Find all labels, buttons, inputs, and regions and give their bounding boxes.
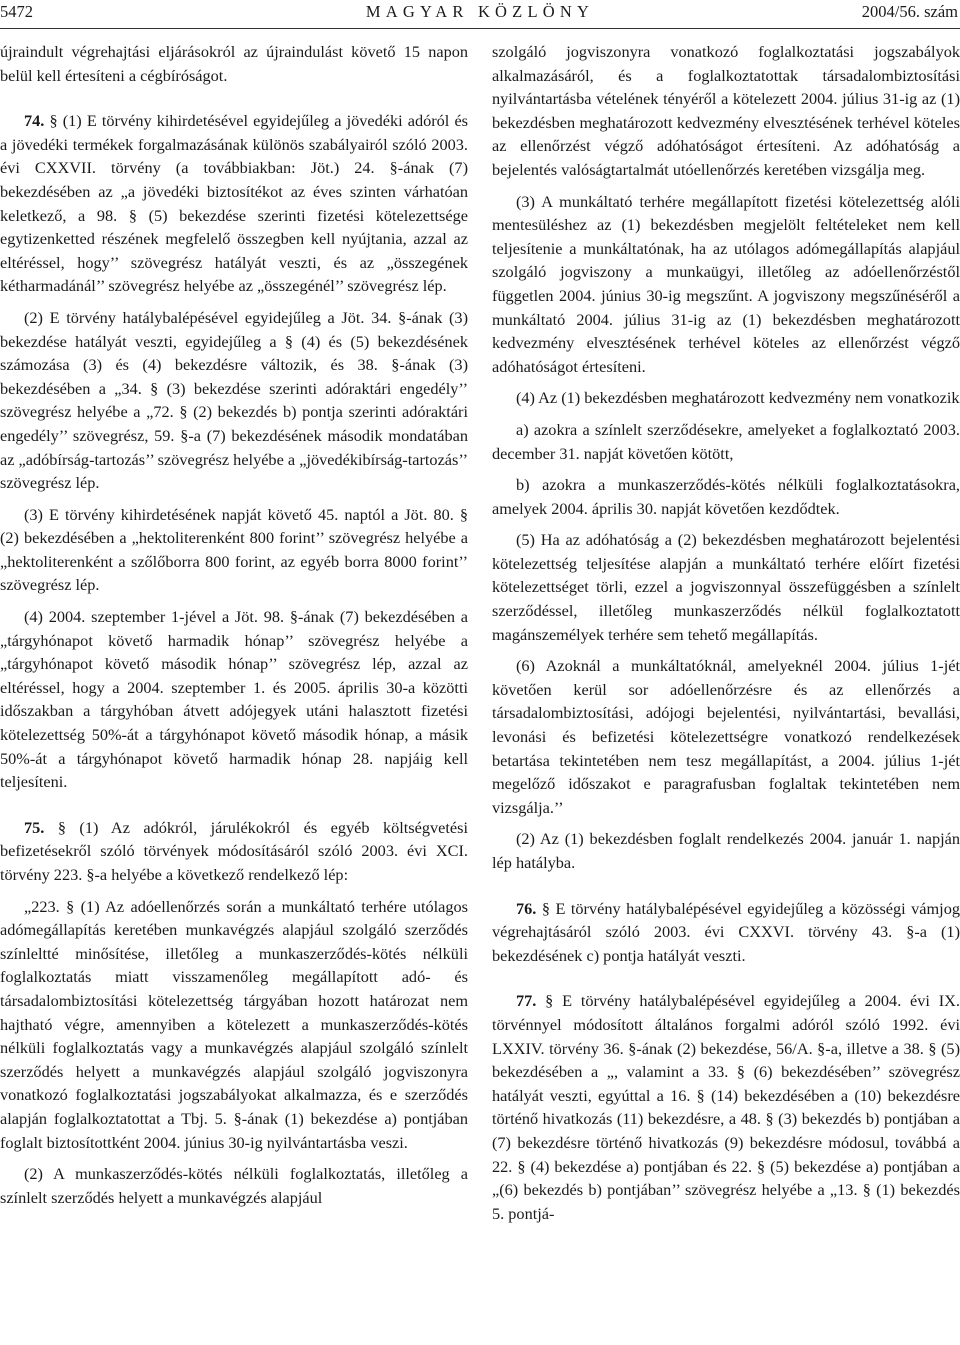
paragraph-text: (5) Ha az adóhatóság a (2) bekezdésben meghatározott bejelentési kötelezettség teljesítése alapján a munkáltató terhére előírt fizetési kötelezettséget törli, ezzel a jogviszonnyal összefüggésben a színlelt szerződéssel, illetőleg munkaszerződés nélkül foglalkoztatott magánszemélyek terhére sem tehető megállapítás. bbox=[492, 530, 960, 644]
paragraph bbox=[0, 605, 468, 794]
paragraph bbox=[0, 40, 468, 87]
paragraph-text: a) azokra a színlelt szerződésekre, amelyeket a foglalkoztató 2003. december 31. napját követően kötött, bbox=[492, 419, 960, 463]
paragraph bbox=[0, 1162, 468, 1209]
paragraph bbox=[492, 473, 960, 520]
paragraph-text: szolgáló jogviszonyra vonatkozó foglalkoztatási jogszabályok alkalmazásáról, és a foglalkoztatottak társadalombiztosítási nyilvántartásba vételének tényéről a kötelezett 2004. július 31-ig az (1) bekezdésben meghatározott kedvezmény elvesztésének terhével köteles az ellenőrzést végző adóhatóságot értesíteni. Az adóhatóság a bejelentés valóságtartalmát utóellenőrzés keretében vizsgálja meg. bbox=[492, 42, 960, 179]
paragraph bbox=[492, 386, 960, 410]
paragraph-text: (6) Azoknál a munkáltatóknál, amelyeknél 2004. július 1-jét követően kerül sor adóellenőrzésre és az ellenőrzés a társadalombiztosítási, adójogi bejelentési, nyilvántartási, bevallási, levonási és befizetési kötelezettségre vonatkozó rendelkezések betartása tekintetében nem tesz megállapítást, a 2004. július 1-jét megelőző időszakot e paragrafusban foglaltak tekintetében nem vizsgálja.’’ bbox=[492, 656, 960, 817]
paragraph-text: újraindult végrehajtási eljárásokról az újraindulást követő 15 napon belül kell értesíteni a cégbíróságot. bbox=[0, 42, 468, 85]
paragraph-text: (3) A munkáltató terhére megállapított fizetési kötelezettség alóli mentesüléshez az (1) bekezdésben megjelölt feltételeket nem kell teljesítenie a munkáltatónak, ha az utólagos adómegállapítás alapjául szolgáló jogviszony a munkaügyi, illetőleg az adóellenőrzéstől független 2004. június 30-ig megszűnt. A jogviszony megszűnéséről a munkáltató 2004. július 31-ig az (1) bekezdésben meghatározott kedvezmény elvesztésének terhével köteles az ellenőrzést végző adóhatóságot értesíteni. bbox=[492, 191, 960, 376]
paragraph-text: (4) 2004. szeptember 1-jével a Jöt. 98. §-ának (7) bekezdésében a „tárgyhónapot követő harmadik hónap’’ szövegrész helyébe a „tárgyhónapot követő második hónap’’ szövegrész lép, azzal az eltéréssel, hogy a 2004. szeptember 1. és 2005. április 30-a közötti időszakban a tárgyhóban átvett adójegyek utáni halasztott fizetési kötelezettség 50%-át a tárgyhónapot követő második hónap, a másik 50%-át a tárgyhónapot követő harmadik hónap 28. napjáig kell teljesíteni. bbox=[0, 607, 468, 792]
paragraph-text: § (1) Az adókról, járulékokról és egyéb költségvetési befizetésekről szóló törvények módosításáról szóló 2003. évi XCI. törvény 223. §-a helyébe a következő rendelkező lép: bbox=[0, 817, 468, 884]
paragraph-text: „223. § (1) Az adóellenőrzés során a munkáltató terhére utólagos adómegállapítás keretében munkavégzés alapjául szolgáló szerződés színleltté minősítése, illetőleg a munkaszerződés-kötés nélküli foglalkoztatás miatt visszamenőleg megállapított adó- és társadalombiztosítási kötelezettség tárgyában hozott határozat nem hajtható végre, amennyiben a kötelezett a munkaszerződés-kötés nélküli foglalkoztatás vagy a munkavégzés alapjául szolgáló színlelt szerződés helyett a munkavégzés alapjául szolgáló jogviszonyra vonatkozó foglalkoztatási jogszabályokat alkalmazza, és e szerződés alapján foglalkoztatottat a Tbj. 5. §-ának (1) bekezdése a) pontjában foglalt biztosítottként 2004. június 30-ig nyilvántartásba veszi. bbox=[0, 896, 468, 1152]
paragraph bbox=[0, 895, 468, 1155]
paragraph bbox=[0, 816, 468, 887]
paragraph bbox=[492, 827, 960, 874]
paragraph-text: (3) E törvény kihirdetésének napját követő 45. naptól a Jöt. 80. § (2) bekezdésében a „hektoliterenként 800 forint’’ szövegrész helyébe a „hektoliterenként a szőlőborra 800 forint, az egyéb borra 8000 forint’’ szövegrész lép. bbox=[0, 504, 468, 595]
page-number: 5472 bbox=[0, 2, 33, 21]
paragraph-text: § (1) E törvény kihirdetésével egyidejűleg a jövedéki adóról és a jövedéki termékek forgalmazásának különös szabályairól szóló 2003. évi CXXVII. törvény (a továbbiakban: Jöt.) 24. §-ának (7) bekezdésében az „a jövedéki biztosítékot az éves szinten várhatóan keletkező, a 98. § (5) bekezdése szerinti fizetési kötelezettsége egytizenketted részének megfelelő összegben kell nyújtania, azzal az eltéréssel, hogy’’ szövegrész hatályát veszti, és az „összegének kétharmadánál’’ szövegrész helyébe az „összegénél’’ szövegrész lép. bbox=[0, 111, 468, 296]
paragraph bbox=[492, 897, 960, 968]
left-column bbox=[0, 40, 468, 1340]
section-number: 75. bbox=[24, 817, 45, 837]
section-number: 77. bbox=[516, 991, 537, 1011]
right-column bbox=[492, 40, 960, 1340]
paragraph-text: (2) Az (1) bekezdésben foglalt rendelkezés 2004. január 1. napján lép hatályba. bbox=[492, 829, 960, 872]
paragraph-text: (2) A munkaszerződés-kötés nélküli foglalkoztatás, illetőleg a színlelt szerződés helyett a munkavégzés alapjául bbox=[0, 1164, 468, 1207]
section-number: 76. bbox=[516, 898, 537, 918]
paragraph bbox=[0, 503, 468, 597]
paragraph bbox=[492, 190, 960, 379]
paragraph bbox=[0, 109, 468, 298]
page-header bbox=[0, 2, 960, 26]
paragraph-text: § E törvény hatálybalépésével egyidejűleg a 2004. évi IX. törvénnyel módosított általános forgalmi adóról szóló 1992. évi LXXIV. törvény 36. §-ának (2) bekezdése, 56/A. §-a, illetve a 38. § (5) bekezdésében a „, valamint a 33. § (6) bekezdésében’’ szövegrész hatályát veszti, egyúttal a 16. § (14) bekezdésében a (10) bekezdésre történő hivatkozás (11) bekezdésre, a 48. § (3) bekezdés b) pontjában a (7) bekezdésre történő hivatkozás (9) bekezdésre módosul, továbbá a 22. § (4) bekezdése a) pontjában és 22. § (5) bekezdése a) pontjában a „(6) bekezdés b) pontjában’’ szövegrész helyébe a „13. § (1) bekezdés 5. pontjá- bbox=[492, 991, 960, 1223]
paragraph-text: (4) Az (1) bekezdésben meghatározott kedvezmény nem vonatkozik bbox=[516, 388, 960, 408]
paragraph bbox=[0, 306, 468, 495]
journal-title: MAGYAR KÖZLÖNY bbox=[365, 2, 595, 21]
paragraph-text: (2) E törvény hatálybalépésével egyidejűleg a Jöt. 34. §-ának (3) bekezdése hatályát veszti, egyidejűleg a § (4) és (5) bekezdésének számozása (3) és (4) bekezdésre változik, és 38. §-ának (3) bekezdésében a „34. § (3) bekezdése szerinti adóraktári engedély’’ szövegrész helyébe a „72. § (2) bekezdés b) pontja szerinti adóraktári engedély’’ szövegrész, 59. §-a (7) bekezdésének második mondatában az „adóbírság-tartozás’’ szövegrész helyébe a „jövedékibírság-tartozás’’ szövegrész lép. bbox=[0, 307, 468, 493]
paragraph bbox=[492, 528, 960, 646]
paragraph-text: b) azokra a munkaszerződés-kötés nélküli foglalkoztatásokra, amelyek 2004. április 30. napját követően kezdődtek. bbox=[492, 475, 960, 518]
paragraph bbox=[492, 40, 960, 182]
paragraph-text: § E törvény hatálybalépésével egyidejűleg a közösségi vámjog végrehajtásáról szóló 2003. évi CXXVI. törvény 43. §-a (1) bekezdésének c) pontja hatályát veszti. bbox=[492, 898, 960, 965]
paragraph bbox=[492, 989, 960, 1225]
paragraph bbox=[492, 654, 960, 819]
paragraph bbox=[492, 418, 960, 465]
header-rule bbox=[0, 28, 960, 29]
issue-number: 2004/56. szám bbox=[861, 2, 958, 21]
section-number: 74. bbox=[24, 111, 45, 131]
